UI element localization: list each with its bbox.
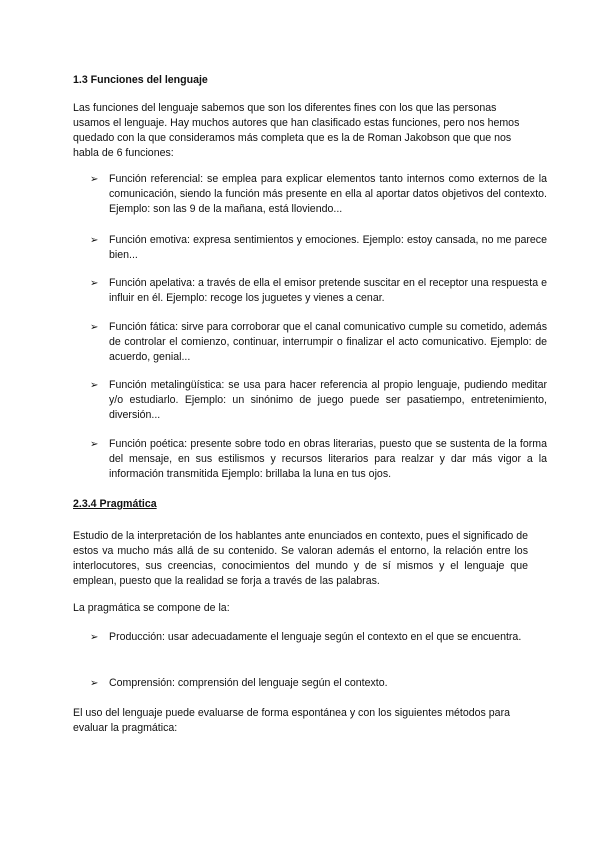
arrow-bullet-icon: ➢: [90, 439, 99, 450]
pragmatica-compose-text: La pragmática se compone de la:: [73, 602, 230, 614]
list-item-referencial: ➢ Función referencial: se emplea para explicar elementos tanto internos como externos de la comunicación, siendo la función más presente en ella al aportar datos objetivos del contexto. Ejemplo: son las 9 de la mañana, está lloviendo...: [90, 173, 547, 215]
section-heading-pragmatica: 2.3.4 Pragmática: [73, 498, 157, 510]
list-item-metalinguistica: ➢ Función metalingüística: se usa para hacer referencia al propio lenguaje, pudiendo meditar y/o estudiarlo. Ejemplo: un sinónimo de juego puede ser pasatiempo, entretenimiento, diversión...: [90, 379, 547, 421]
intro-paragraph: Las funciones del lenguaje sabemos que son los diferentes fines con los que las personas usamos el lenguaje. Hay muchos autores que han clasificado estas funciones, pero nos hemos quedado con la que consideramos más completa que es la de Roman Jakobson que que nos habla de 6 funciones:: [73, 102, 520, 159]
arrow-bullet-icon: ➢: [90, 174, 99, 185]
arrow-bullet-icon: ➢: [90, 678, 99, 689]
list-item-comprension: ➢ Comprensión: comprensión del lenguaje según el contexto.: [90, 677, 388, 689]
list-item-poetica: ➢ Función poética: presente sobre todo en obras literarias, puesto que se sustenta de la forma del mensaje, en sus estilismos y recursos literarios para realzar y dar más vigor a la información transmitida Ejemplo: brillaba la luna en tus ojos.: [90, 438, 547, 480]
arrow-bullet-icon: ➢: [90, 235, 99, 246]
arrow-bullet-icon: ➢: [90, 322, 99, 333]
list-item-emotiva: ➢ Función emotiva: expresa sentimientos y emociones. Ejemplo: estoy cansada, no me parece bien...: [90, 234, 547, 261]
arrow-bullet-icon: ➢: [90, 632, 99, 643]
arrow-bullet-icon: ➢: [90, 380, 99, 391]
list-item-fatica: ➢ Función fática: sirve para corroborar que el canal comunicativo cumple su cometido, además de controlar el comienzo, continuar, interrumpir o finalizar el acto comunicativo. Ejemplo: de acuerdo, genial...: [90, 321, 547, 363]
list-item-produccion: ➢ Producción: usar adecuadamente el lenguaje según el contexto en el que se encuentra.: [90, 631, 522, 643]
arrow-bullet-icon: ➢: [90, 278, 99, 289]
pragmatica-paragraph: Estudio de la interpretación de los hablantes ante enunciados en contexto, pues el significado de estos va mucho más allá de su contenido. Se valoran además el entorno, la relación entre los interlocutores, sus creencias, conocimientos del mundo y de sí mismos y el lenguaje que emplean, puesto que la realidad se forja a través de las palabras.: [73, 530, 528, 587]
section-heading-funciones: 1.3 Funciones del lenguaje: [73, 74, 208, 86]
list-item-apelativa: ➢ Función apelativa: a través de ella el emisor pretende suscitar en el receptor una respuesta e influir en él. Ejemplo: recoge los juguetes y vienes a cenar.: [90, 277, 547, 304]
evaluation-paragraph: El uso del lenguaje puede evaluarse de forma espontánea y con los siguientes métodos para evaluar la pragmática:: [73, 707, 510, 734]
